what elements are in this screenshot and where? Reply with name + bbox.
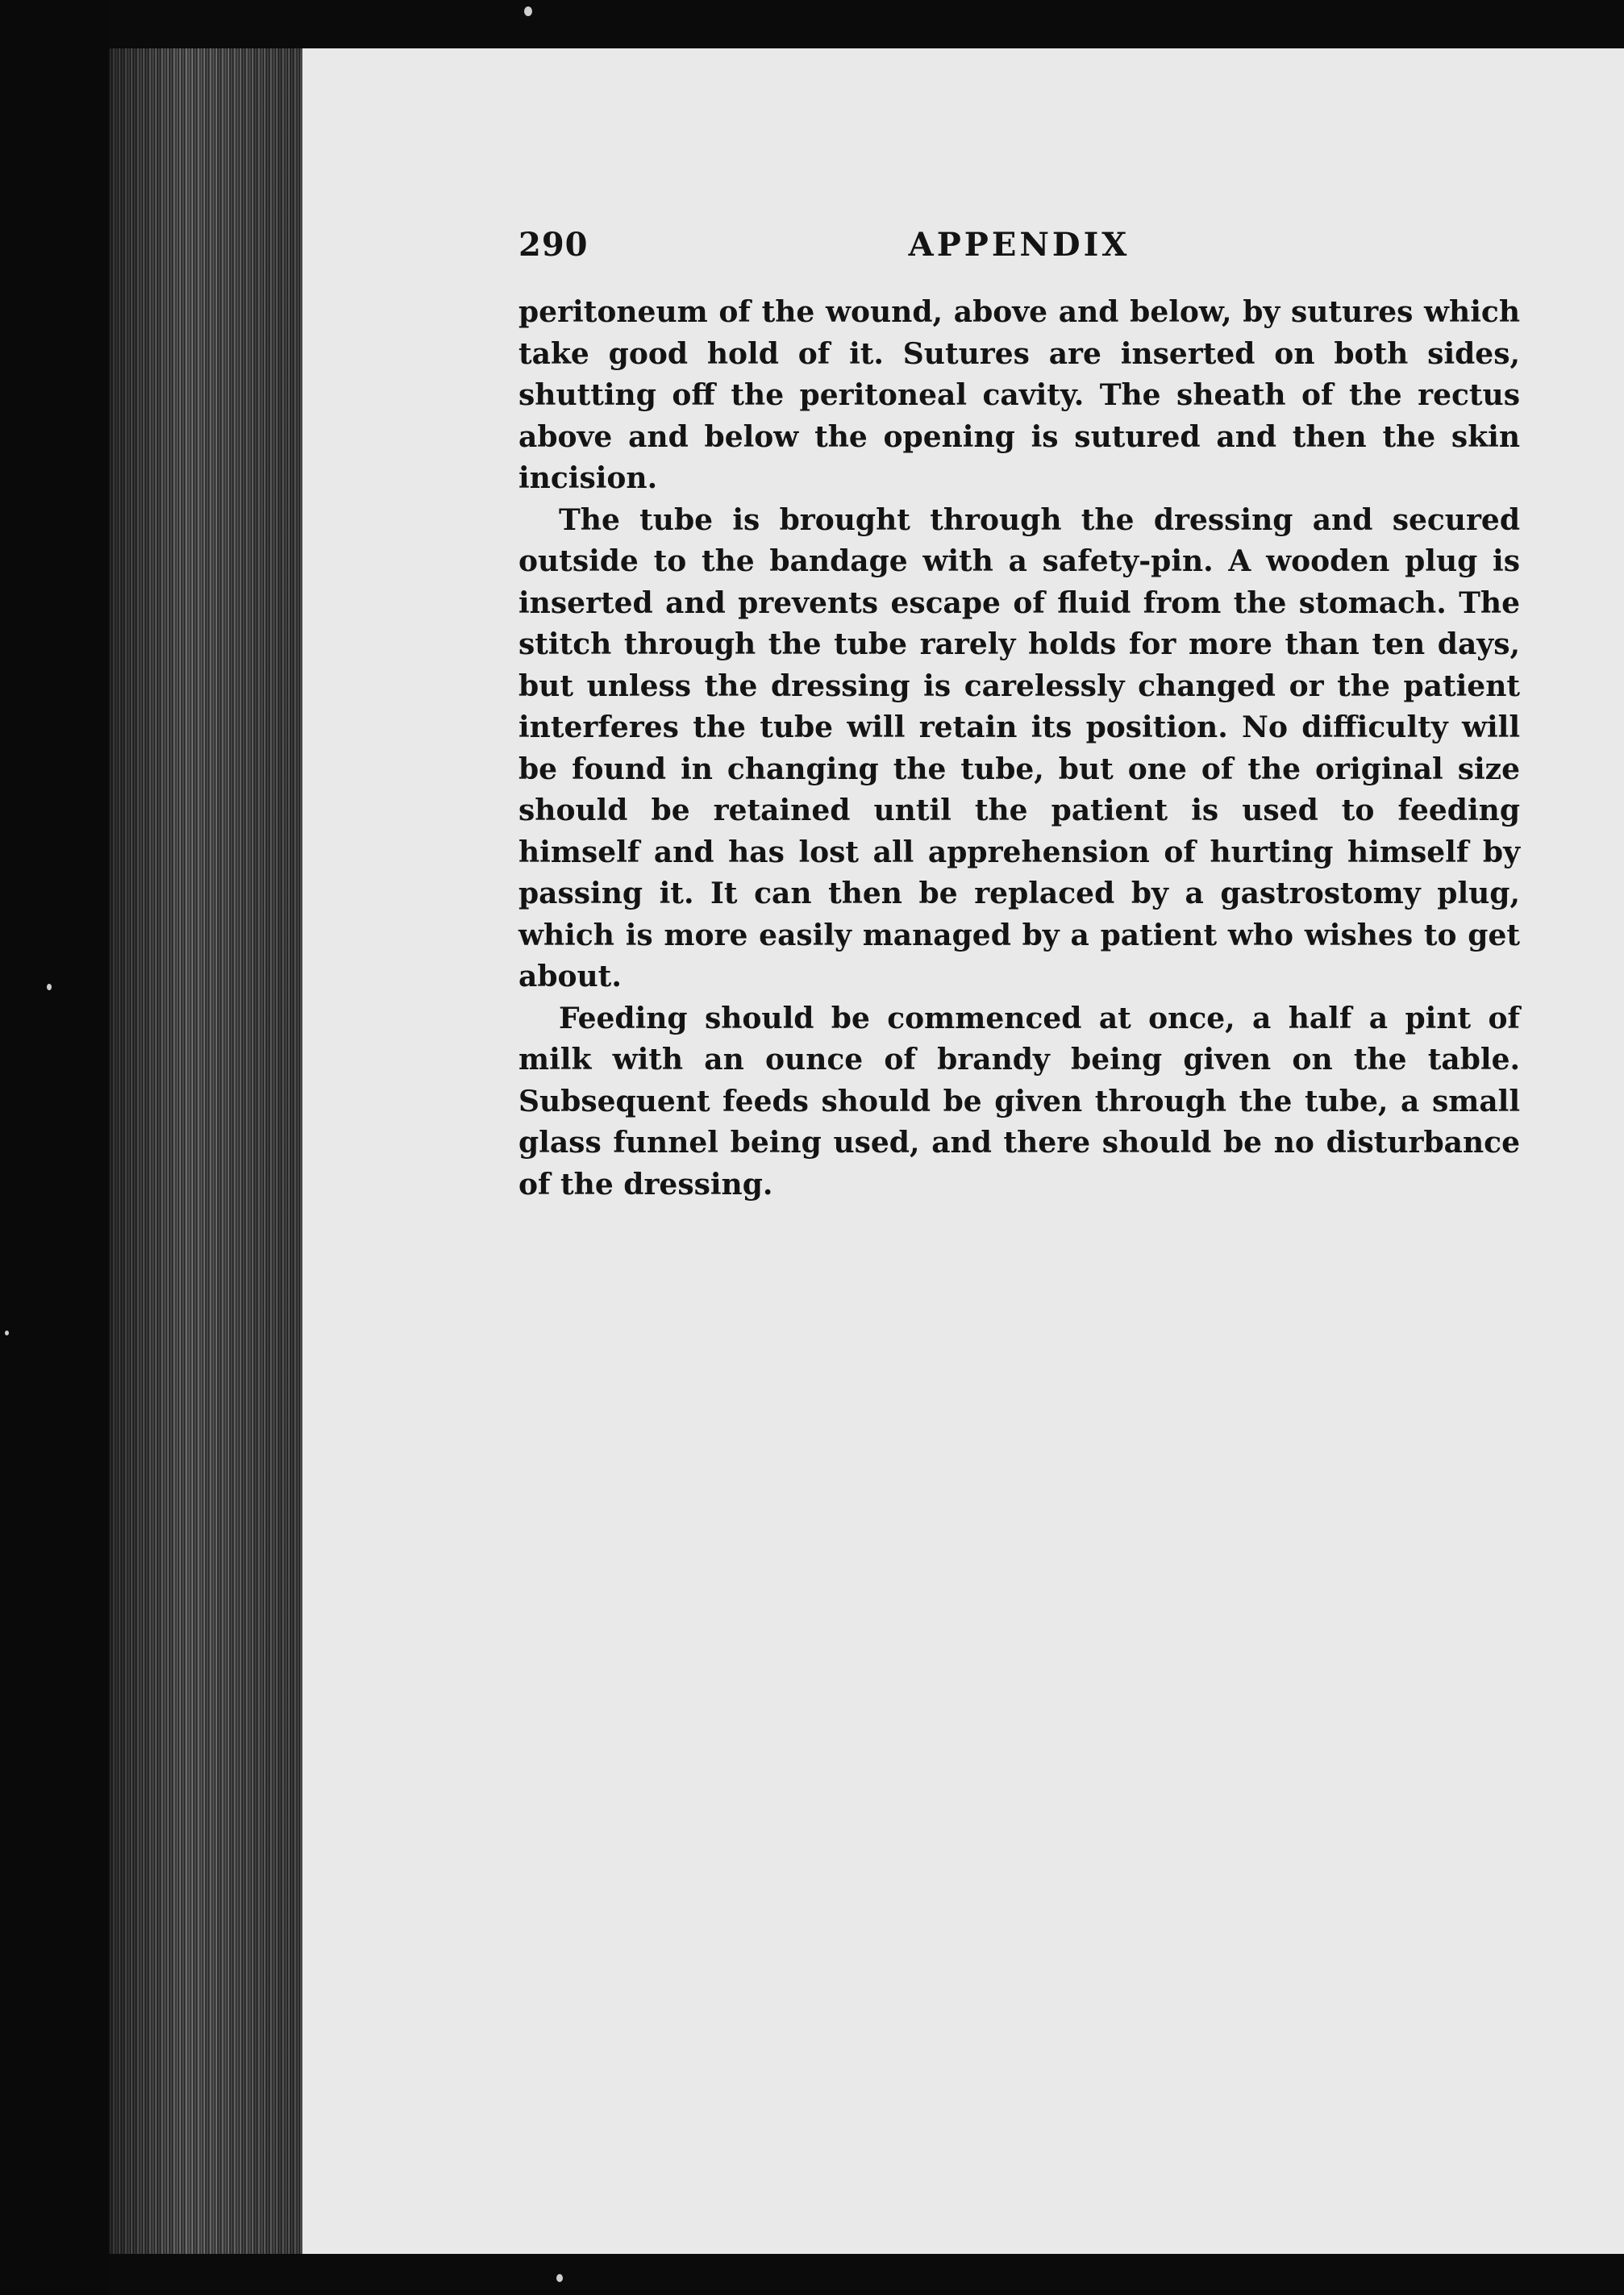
- running-title: APPENDIX: [908, 226, 1131, 264]
- scan-speck: [5, 1331, 9, 1335]
- scan-speck: [556, 2274, 563, 2282]
- page-content: [518, 226, 1520, 1206]
- paragraph-2: The tube is brought through the dressing and secured outside to the bandage with a safety-pin. A wooden plug is inserted and prevents escape of fluid from the stomach. The stitch through the tube rarely holds for more than ten days, but unless the dressing is carelessly changed or the patient interferes the tube will retain its position. No difficulty will be found in changing the tube, but one of the original size should be retained until the patient is used to feeding himself and has lost all apprehension of hurting himself by passing it. It can then be replaced by a gastrostomy plug, which is more easily managed by a patient who wishes to get about.: [518, 502, 1520, 993]
- scan-black-margin: [0, 0, 109, 2295]
- book-page-edge-shade: [109, 48, 302, 2254]
- scan-speck: [524, 6, 532, 16]
- body-text: [518, 292, 1520, 1206]
- running-head: [518, 226, 1520, 282]
- page-number: 290: [518, 226, 589, 264]
- paragraph-3: Feeding should be commenced at once, a half a pint of milk with an ounce of brandy being given on the table. Subsequent feeds should be given through the tube, a small glass funnel being used, and there should be no disturbance of the dressing.: [518, 1001, 1520, 1202]
- book-page: [302, 48, 1624, 2254]
- scan-speck: [47, 984, 52, 990]
- paragraph-1: peritoneum of the wound, above and below, by sutures which take good hold of it. Sutures are inserted on both sides, shutting off the peritoneal cavity. The sheath of the rectus above and below the opening is sutured and then the skin incision.: [518, 295, 1520, 495]
